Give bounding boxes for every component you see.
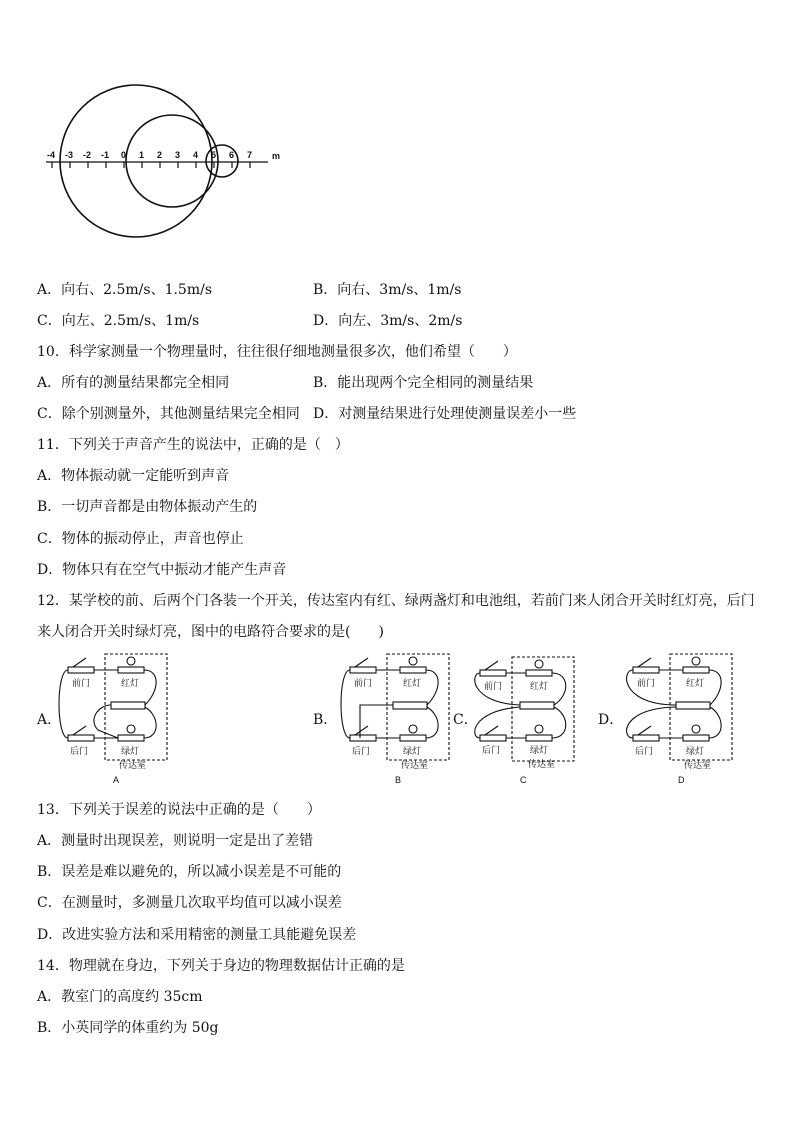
circuit-diagram-d (623, 650, 738, 790)
red-lamp-label: 红灯 (121, 678, 140, 688)
q12-circuit-letter-d: D． (598, 712, 624, 728)
q10-option-c: C．除个别测量外，其他测量结果完全相同 (37, 406, 300, 422)
axis-unit: m (272, 151, 281, 161)
axis-tick-label: 2 (157, 150, 163, 160)
front-door-label: 前门 (637, 678, 656, 688)
axis-tick-label: 6 (229, 150, 235, 160)
back-door-label: 后门 (635, 746, 654, 756)
axis-tick-label: -3 (65, 150, 74, 160)
q12-stem-line1: 12．某学校的前、后两个门各装一个开关，传达室内有红、绿两盏灯和电池组，若前门来人闭合开关时红灯亮，后门 (37, 593, 755, 609)
axis-tick-label: -2 (83, 150, 92, 160)
room-label: 传达室 (684, 760, 712, 770)
q12-circuit-letter-c: C． (453, 712, 478, 728)
q13-option-c: C．在测量时，多测量几次取平均值可以减小误差 (37, 895, 342, 911)
q10-option-a: A．所有的测量结果都完全相同 (37, 375, 230, 391)
front-door-label: 前门 (72, 678, 91, 688)
wave-circles-figure (40, 80, 290, 240)
circuit-caption-d: D (678, 775, 685, 785)
q9-option-d: D．向左、3m/s、2m/s (313, 313, 463, 329)
q13-option-b: B．误差是难以避免的，所以减小误差是不可能的 (37, 864, 342, 880)
middle-circle (126, 115, 218, 207)
axis-tick-label: 1 (139, 150, 145, 160)
back-door-label: 后门 (482, 745, 501, 755)
q10-option-d: D．对测量结果进行处理使测量误差小一些 (313, 406, 577, 422)
room-label: 传达室 (528, 759, 556, 769)
green-lamp-label: 绿灯 (686, 746, 705, 756)
q12-stem-line2: 来人闭合开关时绿灯亮，图中的电路符合要求的是( ) (37, 624, 384, 640)
red-lamp-label: 红灯 (530, 681, 549, 691)
q14-stem: 14．物理就在身边，下列关于身边的物理数据估计正确的是 (37, 958, 405, 974)
front-door-label: 前门 (354, 678, 373, 688)
circuit-caption-c: C (520, 775, 527, 785)
q13-stem: 13．下列关于误差的说法中正确的是（ ） (37, 802, 321, 818)
green-lamp-label: 绿灯 (530, 745, 549, 755)
axis-tick-label: 7 (247, 150, 253, 160)
axis-tick-label: 4 (193, 150, 199, 160)
q9-option-a: A．向右、2.5m/s、1.5m/s (37, 282, 213, 298)
q11-stem: 11．下列关于声音产生的说法中，正确的是（ ） (37, 437, 349, 453)
green-lamp-label: 绿灯 (121, 746, 140, 756)
q13-option-a: A．测量时出现误差，则说明一定是出了差错 (37, 833, 314, 849)
q11-option-a: A．物体振动就一定能听到声音 (37, 468, 230, 484)
back-door-label: 后门 (70, 746, 89, 756)
room-label: 传达室 (119, 760, 147, 770)
circuit-caption-a: A (113, 775, 120, 785)
q10-option-b: B．能出现两个完全相同的测量结果 (313, 375, 534, 391)
front-door-label: 前门 (484, 681, 503, 691)
q12-circuit-letter-b: B． (313, 712, 338, 728)
circuit-diagram-c (470, 655, 585, 790)
axis-tick-label: 5 (211, 150, 217, 160)
back-door-label: 后门 (352, 746, 371, 756)
circuit-caption-b: B (395, 775, 402, 785)
red-lamp-label: 红灯 (686, 678, 705, 688)
q14-option-a: A．教室门的高度约 35cm (37, 989, 203, 1005)
q14-option-b: B．小英同学的体重约为 50g (37, 1020, 219, 1036)
axis-tick-label: -4 (47, 150, 56, 160)
circuit-diagram-a (58, 650, 173, 790)
q11-option-d: D．物体只有在空气中振动才能产生声音 (37, 562, 287, 578)
q11-option-c: C．物体的振动停止，声音也停止 (37, 531, 244, 547)
q13-option-d: D．改进实验方法和采用精密的测量工具能避免误差 (37, 927, 357, 943)
axis-tick-label: 0 (121, 150, 127, 160)
room-label: 传达室 (401, 760, 429, 770)
green-lamp-label: 绿灯 (403, 746, 422, 756)
q10-stem: 10．科学家测量一个物理量时，往往很仔细地测量很多次，他们希望（ ） (37, 344, 517, 360)
red-lamp-label: 红灯 (403, 678, 422, 688)
axis-tick-label: 3 (175, 150, 181, 160)
q9-option-c: C．向左、2.5m/s、1m/s (37, 313, 200, 329)
large-circle (60, 85, 212, 237)
circuit-diagram-b (340, 650, 455, 790)
axis-tick-label: -1 (101, 150, 110, 160)
q9-option-b: B．向右、3m/s、1m/s (313, 282, 462, 298)
q12-circuit-letter-a: A． (37, 712, 62, 728)
q11-option-b: B．一切声音都是由物体振动产生的 (37, 499, 258, 515)
